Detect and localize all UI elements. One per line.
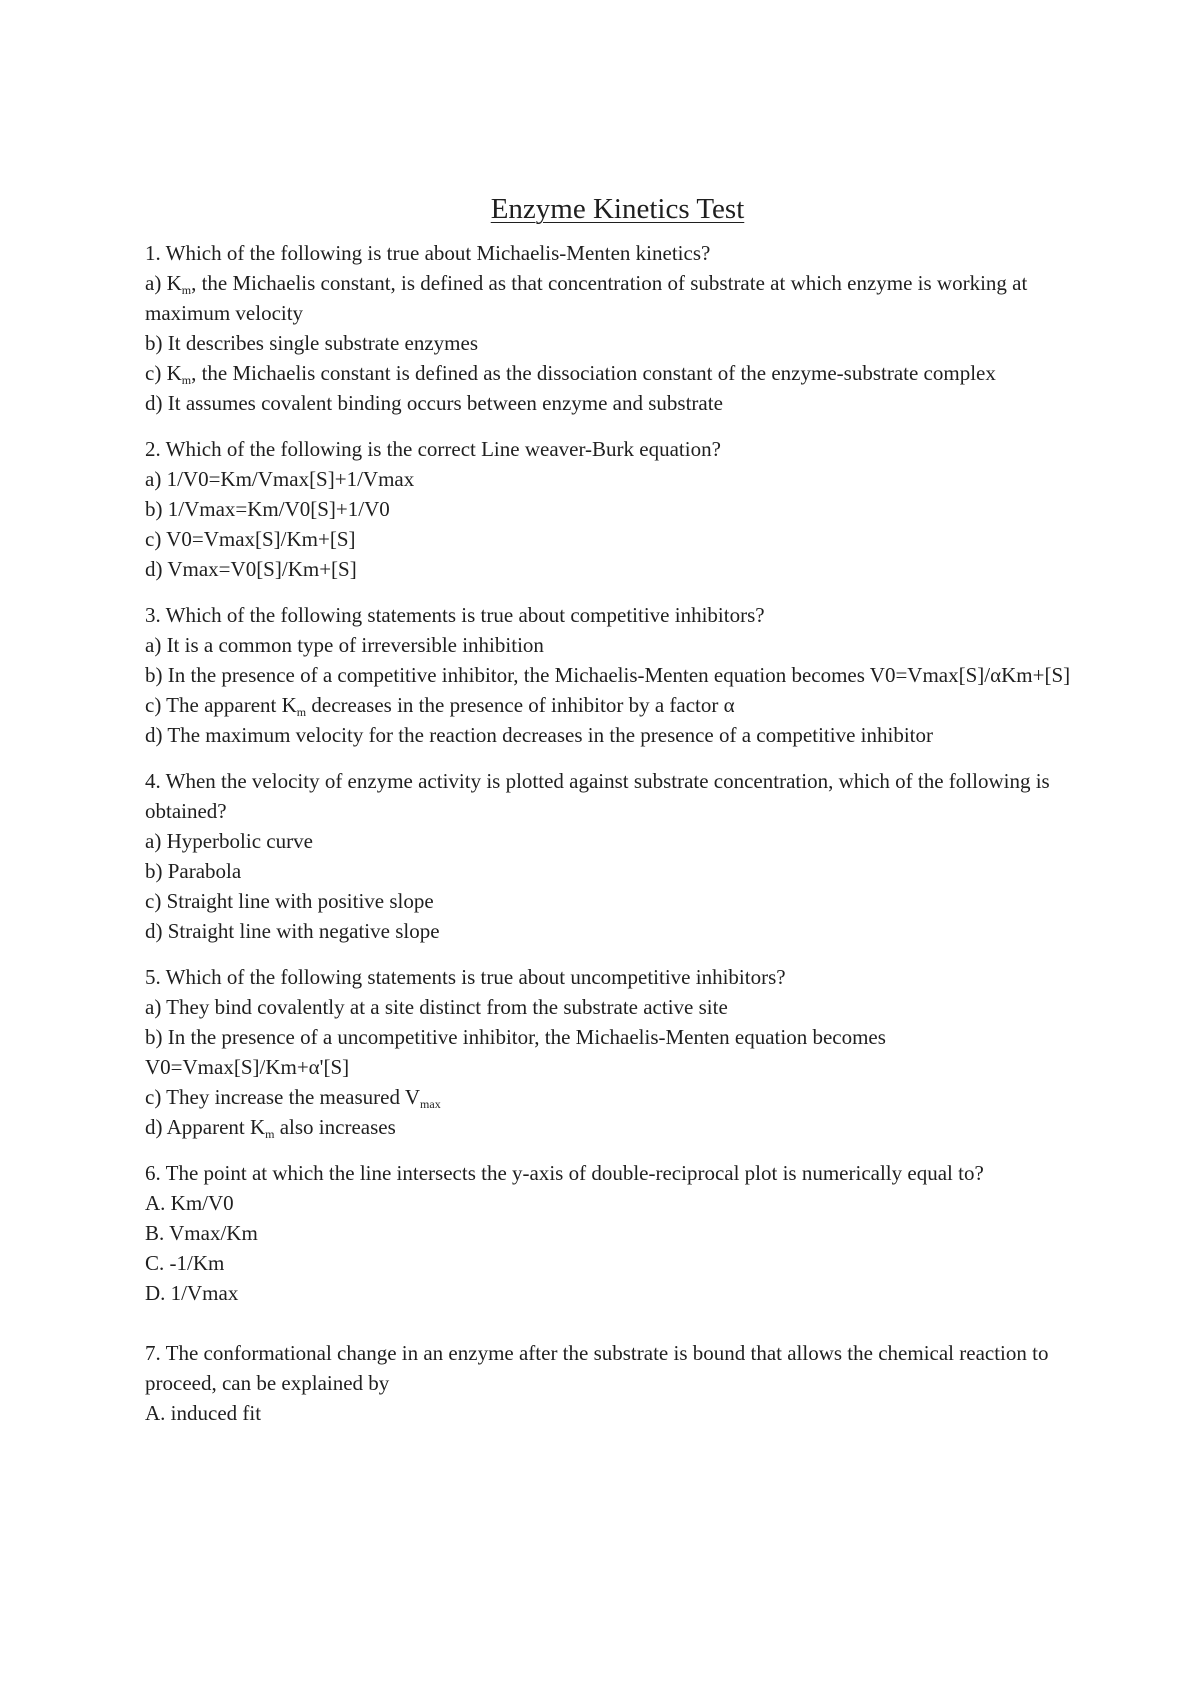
option-text: d) It assumes covalent binding occurs between enzyme and substrate xyxy=(145,391,723,415)
question-text: 5. Which of the following statements is true about uncompetitive inhibitors? xyxy=(145,965,786,989)
option-text: a) Hyperbolic curve xyxy=(145,829,313,853)
question-block xyxy=(145,1338,1090,1428)
option-text: c) They increase the measured V xyxy=(145,1085,421,1109)
question-block xyxy=(145,238,1090,418)
question-block xyxy=(145,962,1090,1142)
option-text: a) They bind covalently at a site distinct from the substrate active site xyxy=(145,995,728,1019)
answer-option xyxy=(145,630,1090,660)
answer-option xyxy=(145,690,1090,720)
question-block xyxy=(145,1158,1090,1308)
subscript: m xyxy=(181,283,192,297)
answer-option xyxy=(145,916,1090,946)
question-block xyxy=(145,434,1090,584)
option-text: d) Straight line with negative slope xyxy=(145,919,440,943)
option-text: B. Vmax/Km xyxy=(145,1221,258,1245)
question-block xyxy=(145,600,1090,750)
question-text: 2. Which of the following is the correct Line weaver-Burk equation? xyxy=(145,437,721,461)
answer-option xyxy=(145,886,1090,916)
option-text: c) V0=Vmax[S]/Km+[S] xyxy=(145,527,356,551)
option-text-suffix: , the Michaelis constant is defined as the dissociation constant of the enzyme-substrate complex xyxy=(191,361,996,385)
answer-option xyxy=(145,494,1090,524)
answer-option xyxy=(145,524,1090,554)
option-text: b) In the presence of a competitive inhibitor, the Michaelis-Menten equation becomes V0=Vmax[S]/αKm+[S] xyxy=(145,663,1071,687)
option-text: d) Vmax=V0[S]/Km+[S] xyxy=(145,557,357,581)
answer-option xyxy=(145,554,1090,584)
question-text: 3. Which of the following statements is true about competitive inhibitors? xyxy=(145,603,765,627)
option-text: C. -1/Km xyxy=(145,1251,225,1275)
answer-option xyxy=(145,1248,1090,1278)
answer-option xyxy=(145,1278,1090,1308)
option-text: b) 1/Vmax=Km/V0[S]+1/V0 xyxy=(145,497,390,521)
answer-option xyxy=(145,1112,1090,1142)
answer-option xyxy=(145,464,1090,494)
answer-option xyxy=(145,826,1090,856)
answer-option xyxy=(145,720,1090,750)
answer-option xyxy=(145,856,1090,886)
option-text: A. Km/V0 xyxy=(145,1191,234,1215)
option-text-suffix: also increases xyxy=(274,1115,396,1139)
question-list xyxy=(145,238,1090,1428)
answer-option xyxy=(145,660,1090,690)
answer-option xyxy=(145,1218,1090,1248)
option-text: c) K xyxy=(145,361,182,385)
subscript: m xyxy=(265,1127,275,1141)
answer-option xyxy=(145,328,1090,358)
option-text: D. 1/Vmax xyxy=(145,1281,239,1305)
answer-option xyxy=(145,992,1090,1022)
answer-option xyxy=(145,1022,1090,1082)
question-text: 4. When the velocity of enzyme activity is plotted against substrate concentration, which of the following is obtained? xyxy=(145,769,1050,823)
question-text: 1. Which of the following is true about Michaelis-Menten kinetics? xyxy=(145,241,711,265)
subscript: max xyxy=(420,1097,441,1111)
answer-option xyxy=(145,358,1090,388)
option-text: b) Parabola xyxy=(145,859,242,883)
question-text: 6. The point at which the line intersects the y-axis of double-reciprocal plot is numerically equal to? xyxy=(145,1161,984,1185)
answer-option xyxy=(145,268,1090,328)
answer-option xyxy=(145,1398,1090,1428)
subscript: m xyxy=(296,705,307,719)
answer-option xyxy=(145,1082,1090,1112)
option-text: a) It is a common type of irreversible inhibition xyxy=(145,633,544,657)
option-text: c) The apparent K xyxy=(145,693,297,717)
option-text-suffix: , the Michaelis constant, is defined as that concentration of substrate at which enzyme is working at maximum velocity xyxy=(145,271,1028,325)
subscript: m xyxy=(181,373,192,387)
option-text: A. induced fit xyxy=(145,1401,262,1425)
option-text: b) In the presence of a uncompetitive inhibitor, the Michaelis-Menten equation becomes V0=Vmax[S]/Km+α'[S] xyxy=(145,1025,886,1079)
option-text-suffix: decreases in the presence of inhibitor by a factor α xyxy=(306,693,735,717)
answer-option xyxy=(145,1188,1090,1218)
question-block xyxy=(145,766,1090,946)
option-text: b) It describes single substrate enzymes xyxy=(145,331,478,355)
option-text: c) Straight line with positive slope xyxy=(145,889,434,913)
option-text: d) The maximum velocity for the reaction decreases in the presence of a competitive inhibitor xyxy=(145,723,933,747)
document-title: Enzyme Kinetics Test xyxy=(490,193,745,225)
answer-option xyxy=(145,388,1090,418)
option-text: d) Apparent K xyxy=(145,1115,266,1139)
option-text: a) K xyxy=(145,271,182,295)
question-text: 7. The conformational change in an enzyme after the substrate is bound that allows the chemical reaction to proceed, can be explained by xyxy=(145,1341,1049,1395)
option-text: a) 1/V0=Km/Vmax[S]+1/Vmax xyxy=(145,467,415,491)
